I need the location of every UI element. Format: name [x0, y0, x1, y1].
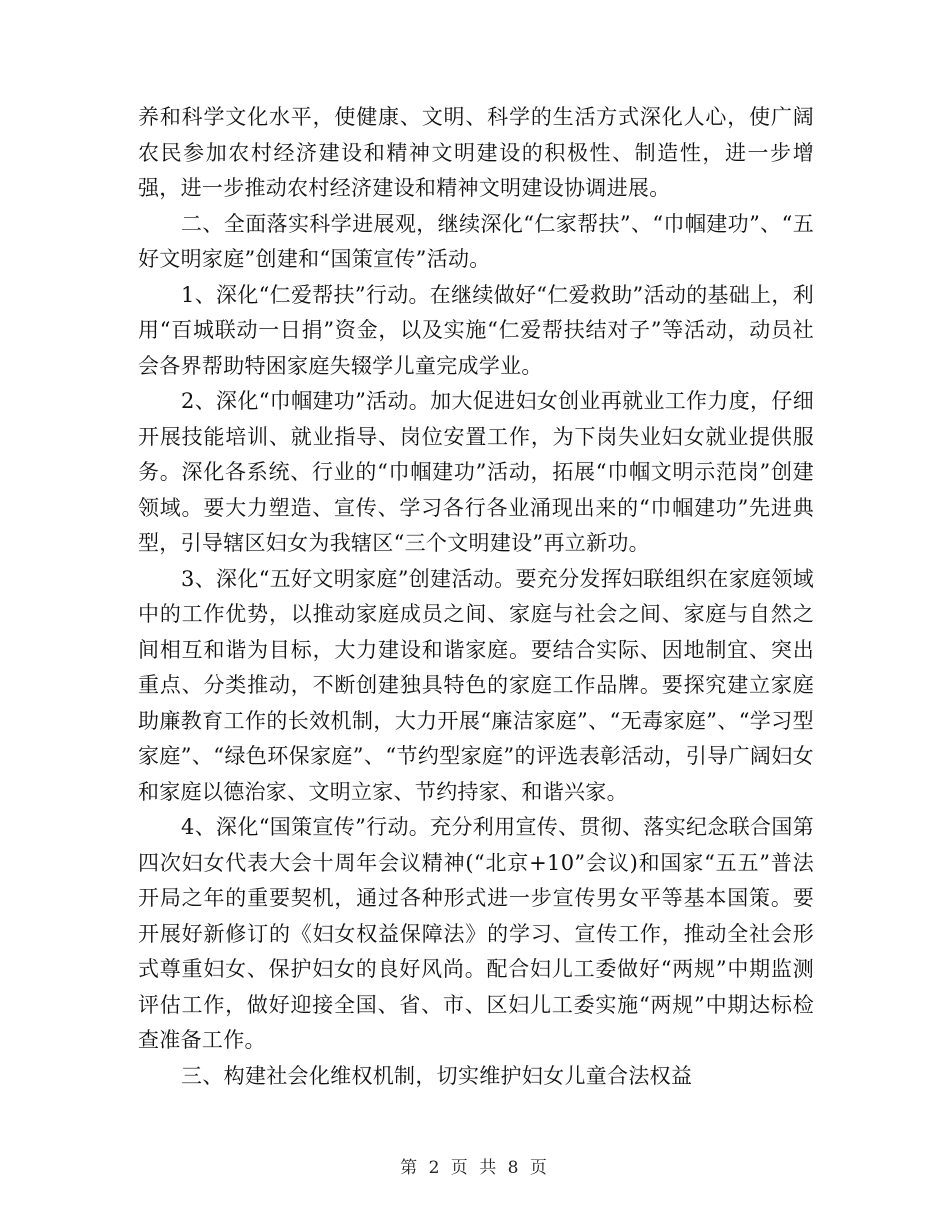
document-body: [138, 100, 814, 1094]
paragraph-continuation: 养和科学文化水平，使健康、文明、科学的生活方式深化人心，使广阔农民参加农村经济建设和精神文明建设的积极性、制造性，进一步增强，进一步推动农村经济建设和精神文明建设协调进展。: [138, 105, 814, 200]
paragraph-item-3: 3、深化“五好文明家庭”创建活动。要充分发挥妇联组织在家庭领域中的工作优势，以推动家庭成员之间、家庭与社会之间、家庭与自然之间相互和谐为目标，大力建设和谐家庭。要结合实际、因地制宜、突出重点、分类推动，不断创建独具特色的家庭工作品牌。要探究建立家庭助廉教育工作的长效机制，大力开展“廉洁家庭”、“无毒家庭”、“学习型家庭”、“绿色环保家庭”、“节约型家庭”的评选表彰活动，引导广阔妇女和家庭以德治家、文明立家、节约持家、和谐兴家。: [138, 566, 814, 804]
section-heading-two: 二、全面落实科学进展观，继续深化“仁家帮扶”、“巾帼建功”、“五好文明家庭”创建和“国策宣传”活动。: [138, 211, 814, 271]
section-heading-three: 三、构建社会化维权机制，切实维护妇女儿童合法权益: [181, 1063, 693, 1088]
paragraph-item-1: 1、深化“仁爱帮扶”行动。在继续做好“仁爱救助”活动的基础上，利用“百城联动一日捐”资金，以及实施“仁爱帮扶结对子”等活动，动员社会各界帮助特困家庭失辍学儿童完成学业。: [138, 282, 814, 378]
paragraph-item-2: 2、深化“巾帼建功”活动。加大促进妇女创业再就业工作力度，仔细开展技能培训、就业指导、岗位安置工作，为下岗失业妇女就业提供服务。深化各系统、行业的“巾帼建功”活动，拓展“巾帼文明示范岗”创建领域。要大力塑造、宣传、学习各行各业涌现出来的“巾帼建功”先进典型，引导辖区妇女为我辖区“三个文明建设”再立新功。: [138, 389, 814, 555]
paragraph-item-4: 4、深化“国策宣传”行动。充分利用宣传、贯彻、落实纪念联合国第四次妇女代表大会十周年会议精神(“北京+10”会议)和国家“五五”普法开局之年的重要契机，通过各种形式进一步宣传男女平等基本国策。要开展好新修订的《妇女权益保障法》的学习、宣传工作，推动全社会形式尊重妇女、保护妇女的良好风尚。配合妇儿工委做好“两规”中期监测评估工作，做好迎接全国、省、市、区妇儿工委实施“两规”中期达标检查准备工作。: [138, 815, 814, 1052]
page-number-footer: 第 2 页 共 8 页: [400, 1158, 550, 1178]
